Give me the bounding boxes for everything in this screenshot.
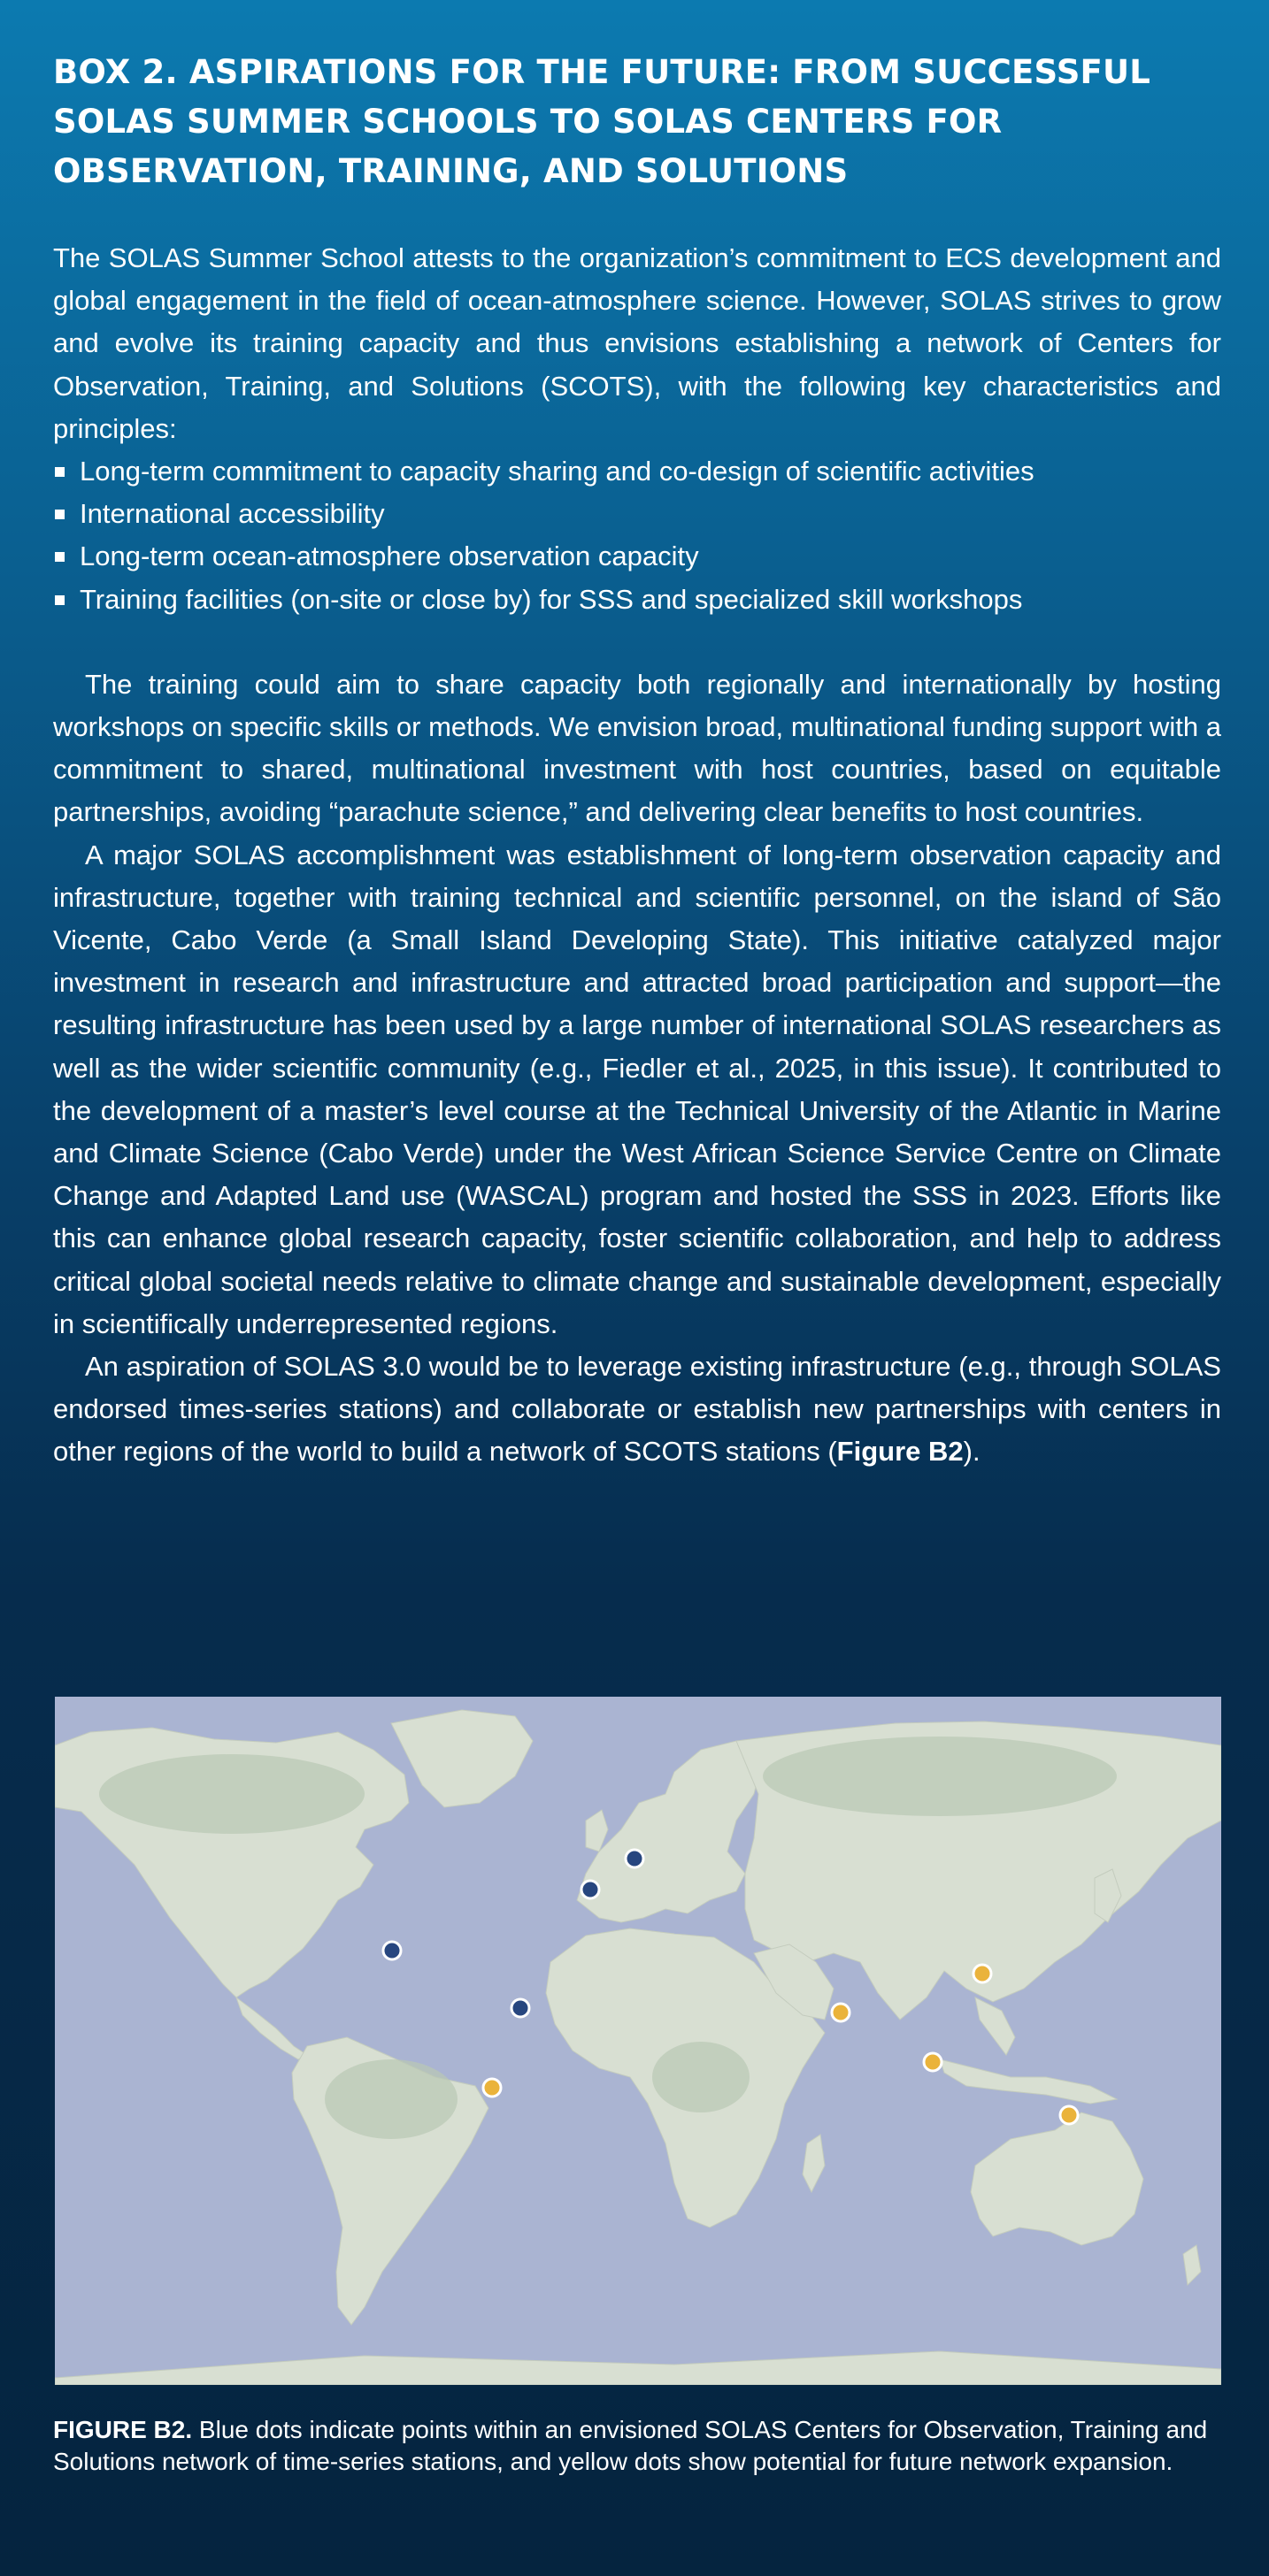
blue-station-dot bbox=[581, 1881, 599, 1898]
world-map-figure bbox=[55, 1697, 1221, 2385]
siberia-forest-region bbox=[763, 1736, 1117, 1816]
aspiration-end: ). bbox=[963, 1436, 981, 1468]
aspiration-text: An aspiration of SOLAS 3.0 would be to leverage existing infrastructure (e.g., through SOLAS endorsed times-series stations) and collaborate or establish new partnerships with centers in other regions of the world to build a network of SCOTS stations ( bbox=[53, 1351, 1221, 1468]
yellow-station-dot bbox=[483, 2079, 501, 2097]
yellow-station-dot bbox=[924, 2053, 942, 2071]
figure-caption-label: FIGURE B2. bbox=[53, 2416, 193, 2443]
box-body bbox=[53, 237, 1221, 1474]
figure-reference-link[interactable]: Figure B2 bbox=[836, 1436, 964, 1468]
boreal-forest-region bbox=[99, 1754, 365, 1834]
figure-caption-text: Blue dots indicate points within an envisioned SOLAS Centers for Observation, Training and Solutions network of time-series stations, and yellow dots show potential for future network expansion. bbox=[53, 2416, 1208, 2475]
box-title: BOX 2. ASPIRATIONS FOR THE FUTURE: FROM SUCCESSFUL SOLAS SUMMER SCHOOLS TO SOLAS CENTERS FOR OBSERVATION, TRAINING, AND SOLUTIONS bbox=[53, 53, 1151, 190]
blue-station-dot bbox=[626, 1850, 643, 1867]
training-paragraph: The training could aim to share capacity both regionally and internationally by hosting workshops on specific skills or methods. We envision broad, multinational funding support with a commitment to shared, multinational investment with host countries, based on equitable partnerships, avoiding “parachute science,” and delivering clear benefits to host countries. bbox=[53, 668, 1221, 828]
blue-station-dot bbox=[511, 1999, 529, 2017]
figure-caption bbox=[53, 2414, 1221, 2478]
list-item: International accessibility bbox=[53, 493, 1221, 535]
congo-forest-region bbox=[652, 2042, 750, 2112]
yellow-station-dot bbox=[832, 2004, 850, 2021]
yellow-station-dot bbox=[1060, 2106, 1078, 2124]
paragraph-spacer bbox=[53, 621, 1221, 663]
amazon-forest-region bbox=[325, 2059, 458, 2139]
list-item: Long-term commitment to capacity sharing and co-design of scientific activities bbox=[53, 450, 1221, 493]
aspiration-paragraph bbox=[53, 1346, 1221, 1474]
list-item: Training facilities (on-site or close by) for SSS and specialized skill workshops bbox=[53, 579, 1221, 621]
blue-station-dot bbox=[383, 1942, 401, 1959]
intro-paragraph: The SOLAS Summer School attests to the organization’s commitment to ECS development and global engagement in the field of ocean-atmosphere science. However, SOLAS strives to grow and evolve its training capacity and thus envisions establishing a network of Centers for Observation, Training, and Solutions (SCOTS), with the following key characteristics and principles: bbox=[53, 242, 1221, 444]
yellow-station-dot bbox=[973, 1965, 991, 1982]
principles-list bbox=[53, 450, 1221, 621]
world-map bbox=[55, 1697, 1221, 2385]
accomplishment-paragraph: A major SOLAS accomplishment was establishment of long-term observation capacity and infrastructure, together with training technical and scientific personnel, on the island of São Vicente, Cabo Verde (a Small Island Developing State). This initiative catalyzed major investment in research and infrastructure and attracted broad participation and support—the resulting infrastructure has been used by a large number of international SOLAS researchers as well as the wider scientific community (e.g., Fiedler et al., 2025, in this issue). It contributed to the development of a master’s level course at the Technical University of the Atlantic in Marine and Climate Science (Cabo Verde) under the West African Science Service Centre on Climate Change and Adapted Land use (WASCAL) program and hosted the SSS in 2023. Efforts like this can enhance global research capacity, foster scientific collaboration, and help to address critical global societal needs relative to climate change and sustainable development, especially in scientifically underrepresented regions. bbox=[53, 839, 1221, 1339]
list-item: Long-term ocean-atmosphere observation capacity bbox=[53, 535, 1221, 578]
